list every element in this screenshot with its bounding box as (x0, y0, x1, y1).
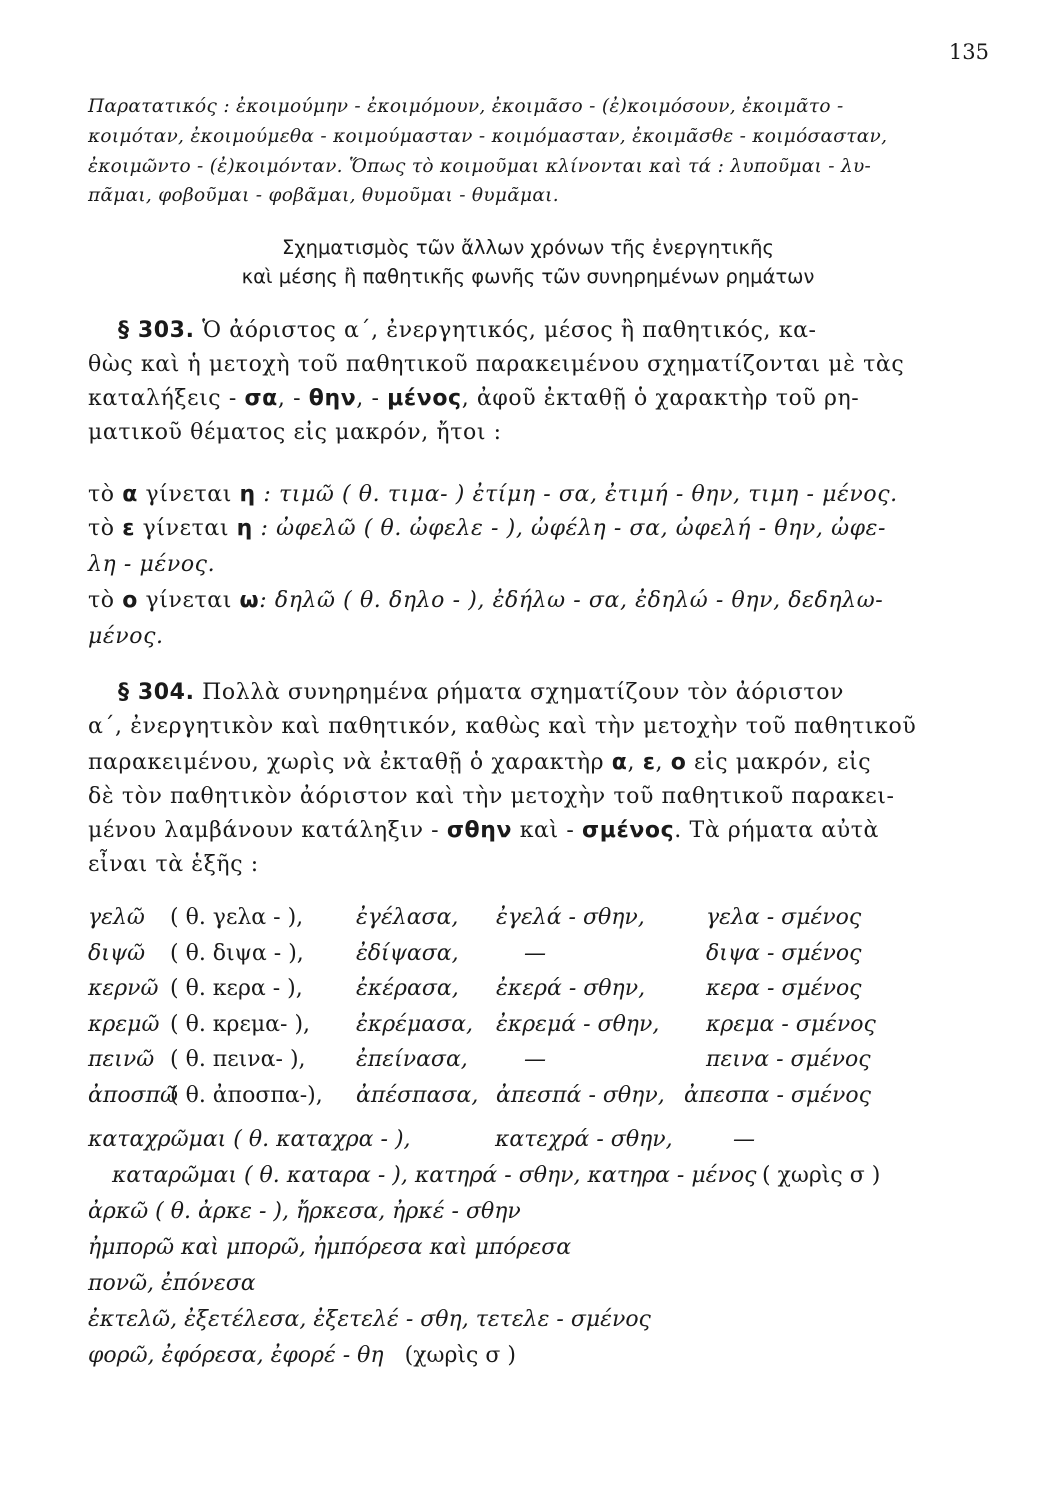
verb-line-pono: πονῶ, ἐπόνεσα (88, 1271, 256, 1296)
table-row (88, 976, 948, 1012)
vowel-alpha: α (611, 750, 628, 775)
section-303-line-3: καταλήξεις - σα, - θην, - μένος, ἀφοῦ ἐκταθῇ ὁ χαρακτὴρ τοῦ ρη- (88, 386, 860, 411)
top-paragraph-line-4: πᾶμαι, φοβοῦμαι - φοβᾶμαι, θυμοῦμαι - θυμᾶμαι. (88, 185, 559, 206)
passive-aorist: — (524, 1047, 546, 1072)
aorist: ἐπείνασα, (356, 1047, 468, 1072)
vowel-omicron: ο (670, 750, 687, 775)
section-304-line-4: δὲ τὸν παθητικὸν ἀόριστον καὶ τὴν μετοχὴν τοῦ παθητικοῦ παρακει- (88, 784, 895, 809)
passive-aorist: ἀπεσπά - σθην, (496, 1082, 665, 1108)
rule-epsilon (88, 516, 908, 541)
theme: ( θ. κρεμα- ), (170, 1011, 311, 1037)
verb: ἀποσπῶ (88, 1082, 178, 1108)
table-row (88, 1083, 948, 1119)
passive-aorist: ἐγελά - σθην, (496, 905, 645, 930)
top-paragraph-line-3: ἐκοιμῶντο - (ἐ)κοιμόνταν. Ὅπως τὸ κοιμοῦμαι κλίνονται καὶ τά : λυποῦμαι - λυ- (88, 156, 872, 177)
theme: ( θ. γελα - ), (170, 905, 304, 930)
line-mid: καὶ - (512, 818, 582, 843)
rule-example: : τιμῶ ( θ. τιμα- ) ἐτίμη - σα, ἐτιμή - θην, τιμη - μένος. (255, 482, 898, 507)
line-prefix: μένου λαμβάνουν κατάληξιν - (88, 818, 447, 843)
verb-line-arko: ἀρκῶ ( θ. ἀρκε - ), ἤρκεσα, ἠρκέ - σθην (88, 1199, 521, 1224)
rule-prefix: τὸ (88, 588, 123, 613)
passive-aorist: ἐκρεμά - σθην, (496, 1011, 660, 1037)
section-304-line-1 (118, 680, 908, 705)
verb: διψῶ (88, 940, 146, 966)
section-304-line-1-text: Πολλὰ συνηρημένα ρήματα σχηματίζουν τὸν ἀόριστον (202, 680, 845, 705)
rule-omicron-continuation: μένος. (88, 624, 164, 649)
rule-prefix: τὸ (88, 516, 123, 541)
passive-aorist: — (524, 940, 546, 966)
section-304-line-3: παρακειμένου, χωρὶς νὰ ἐκταθῇ ὁ χαρακτὴρ α, ε, ο εἰς μακρόν, εἰς (88, 750, 872, 775)
line-suffix: εἰς μακρόν, εἰς (686, 750, 872, 775)
rule-example: : ὠφελῶ ( θ. ὠφελε - ), ὠφέλη - σα, ὠφελή - θην, ὠφε- (252, 516, 887, 541)
verb-text: καταρῶμαι ( θ. καταρα - ), κατηρά - σθην, κατηρα - μένος (112, 1163, 757, 1188)
table-row (88, 1047, 948, 1083)
line-3-suffix: , ἀφοῦ ἐκταθῇ ὁ χαρακτὴρ τοῦ ρη- (461, 386, 860, 411)
ending-smenos: σμένος (581, 818, 675, 843)
table-row (88, 905, 948, 941)
line-prefix: παρακειμένου, χωρὶς νὰ ἐκταθῇ ὁ χαρακτὴρ (88, 750, 612, 775)
rule-alpha (88, 482, 908, 507)
rule-mid: γίνεται (137, 482, 240, 507)
rule-epsilon-continuation: λη - μένος. (88, 552, 216, 577)
aorist: ἀπέσπασα, (356, 1082, 479, 1108)
passive-aorist: ἐκερά - σθην, (496, 976, 646, 1001)
aorist: ἐγέλασα, (356, 905, 459, 930)
participle: πεινα - σμένος (706, 1047, 871, 1072)
verb: κρεμῶ (88, 1011, 160, 1037)
line-suffix: . Τὰ ρήματα αὐτὰ (674, 818, 879, 843)
table-row (88, 1012, 948, 1048)
section-303-line-2: θὼς καὶ ἡ μετοχὴ τοῦ παθητικοῦ παρακειμένου σχηματίζονται μὲ τὰς (88, 352, 905, 377)
rule-prefix: τὸ (88, 482, 123, 507)
theme: ( θ. κερα - ), (170, 976, 303, 1001)
theme: ( θ. διψα - ), (170, 940, 304, 966)
verb-line-ektelo: ἐκτελῶ, ἐξετέλεσα, ἐξετελέ - σθη, τετελε - σμένος (88, 1307, 651, 1332)
passive-aorist: κατεχρά - σθην, (495, 1127, 673, 1152)
verb: κερνῶ (88, 976, 159, 1001)
section-304-line-2: α΄, ἐνεργητικὸν καὶ παθητικόν, καθὼς καὶ τὴν μετοχὴν τοῦ παθητικοῦ (88, 714, 917, 739)
participle: ἀπεσπα - σμένος (684, 1082, 871, 1108)
verb-line-katachromai (88, 1127, 755, 1152)
section-304-line-6: εἶναι τὰ ἑξῆς : (88, 852, 259, 877)
rule-vowel: α (122, 482, 138, 507)
vowel-epsilon: ε (642, 750, 656, 775)
section-heading-line-1: Σχηματισμὸς τῶν ἄλλων χρόνων τῆς ἐνεργητικῆς (282, 236, 774, 259)
section-heading-line-2: καὶ μέσης ἢ παθητικῆς φωνῆς τῶν συνηρημένων ρημάτων (241, 265, 815, 288)
ending-thin: θην (308, 386, 357, 411)
section-303-line-4: ματικοῦ θέματος εἰς μακρόν, ἤτοι : (88, 420, 502, 445)
verb-line-emporo: ἠμπορῶ καὶ μπορῶ, ἠμπόρεσα καὶ μπόρεσα (88, 1235, 572, 1260)
verb-line-foro (88, 1343, 516, 1368)
verb-text: καταχρῶμαι ( θ. καταχρα - ), (88, 1127, 411, 1152)
rule-long-vowel: η (239, 482, 256, 507)
rule-mid: γίνεται (135, 516, 237, 541)
rule-long-vowel: ω (239, 588, 260, 613)
verb: γελῶ (88, 905, 145, 930)
ending-menos: μένος (387, 386, 462, 411)
top-paragraph-line-2: κοιμόταν, ἐκοιμούμεθα - κοιμούμασταν - κοιμόμασταν, ἐκοιμᾶσθε - κοιμόσασταν, (88, 126, 888, 147)
rule-vowel: ε (122, 516, 136, 541)
verb-line-katarōmai (112, 1163, 881, 1188)
rule-vowel: ο (122, 588, 138, 613)
ending-sthin: σθην (446, 818, 513, 843)
section-303-line-1 (118, 318, 908, 343)
aorist: ἐκέρασα, (356, 976, 459, 1001)
theme: ( θ. πεινα- ), (170, 1047, 306, 1072)
participle: διψα - σμένος (706, 940, 862, 966)
section-303-number: § 303. (118, 318, 195, 343)
section-303-line-1-text: Ὁ ἀόριστος α΄, ἐνεργητικός, μέσος ἢ παθητικός, κα- (202, 318, 817, 343)
aorist: ἐδίψασα, (356, 940, 459, 966)
aorist: ἐκρέμασα, (356, 1011, 473, 1037)
rule-omicron (88, 588, 908, 613)
verb-text: φορῶ, ἐφόρεσα, ἐφορέ - θη (88, 1343, 384, 1368)
section-304-number: § 304. (118, 680, 195, 705)
note-without-sigma: ( χωρὶς σ ) (762, 1163, 881, 1188)
top-paragraph-line-1: Παρατατικός : ἐκοιμούμην - ἐκοιμόμουν, ἐκοιμᾶσο - (ἐ)κοιμόσουν, ἐκοιμᾶτο - (88, 96, 844, 117)
note-without-sigma: (χωρὶς σ ) (404, 1343, 516, 1368)
rule-long-vowel: η (236, 516, 253, 541)
line-3-prefix: καταλήξεις - (88, 386, 245, 411)
participle: κρεμα - σμένος (706, 1011, 876, 1037)
section-304-line-5 (88, 818, 908, 843)
ending-sa: σα (244, 386, 278, 411)
verb: πεινῶ (88, 1047, 155, 1072)
verb-table (88, 905, 948, 1118)
page-number: 135 (948, 40, 989, 64)
participle: κερα - σμένος (706, 976, 862, 1001)
table-row (88, 941, 948, 977)
rule-mid: γίνεται (137, 588, 240, 613)
rule-example: : δηλῶ ( θ. δηλο - ), ἐδήλω - σα, ἐδηλώ - θην, δεδηλω- (259, 588, 884, 613)
empty-dash: — (733, 1127, 755, 1152)
theme: ( θ. ἀποσπα-), (170, 1082, 323, 1108)
participle: γελα - σμένος (706, 905, 862, 930)
